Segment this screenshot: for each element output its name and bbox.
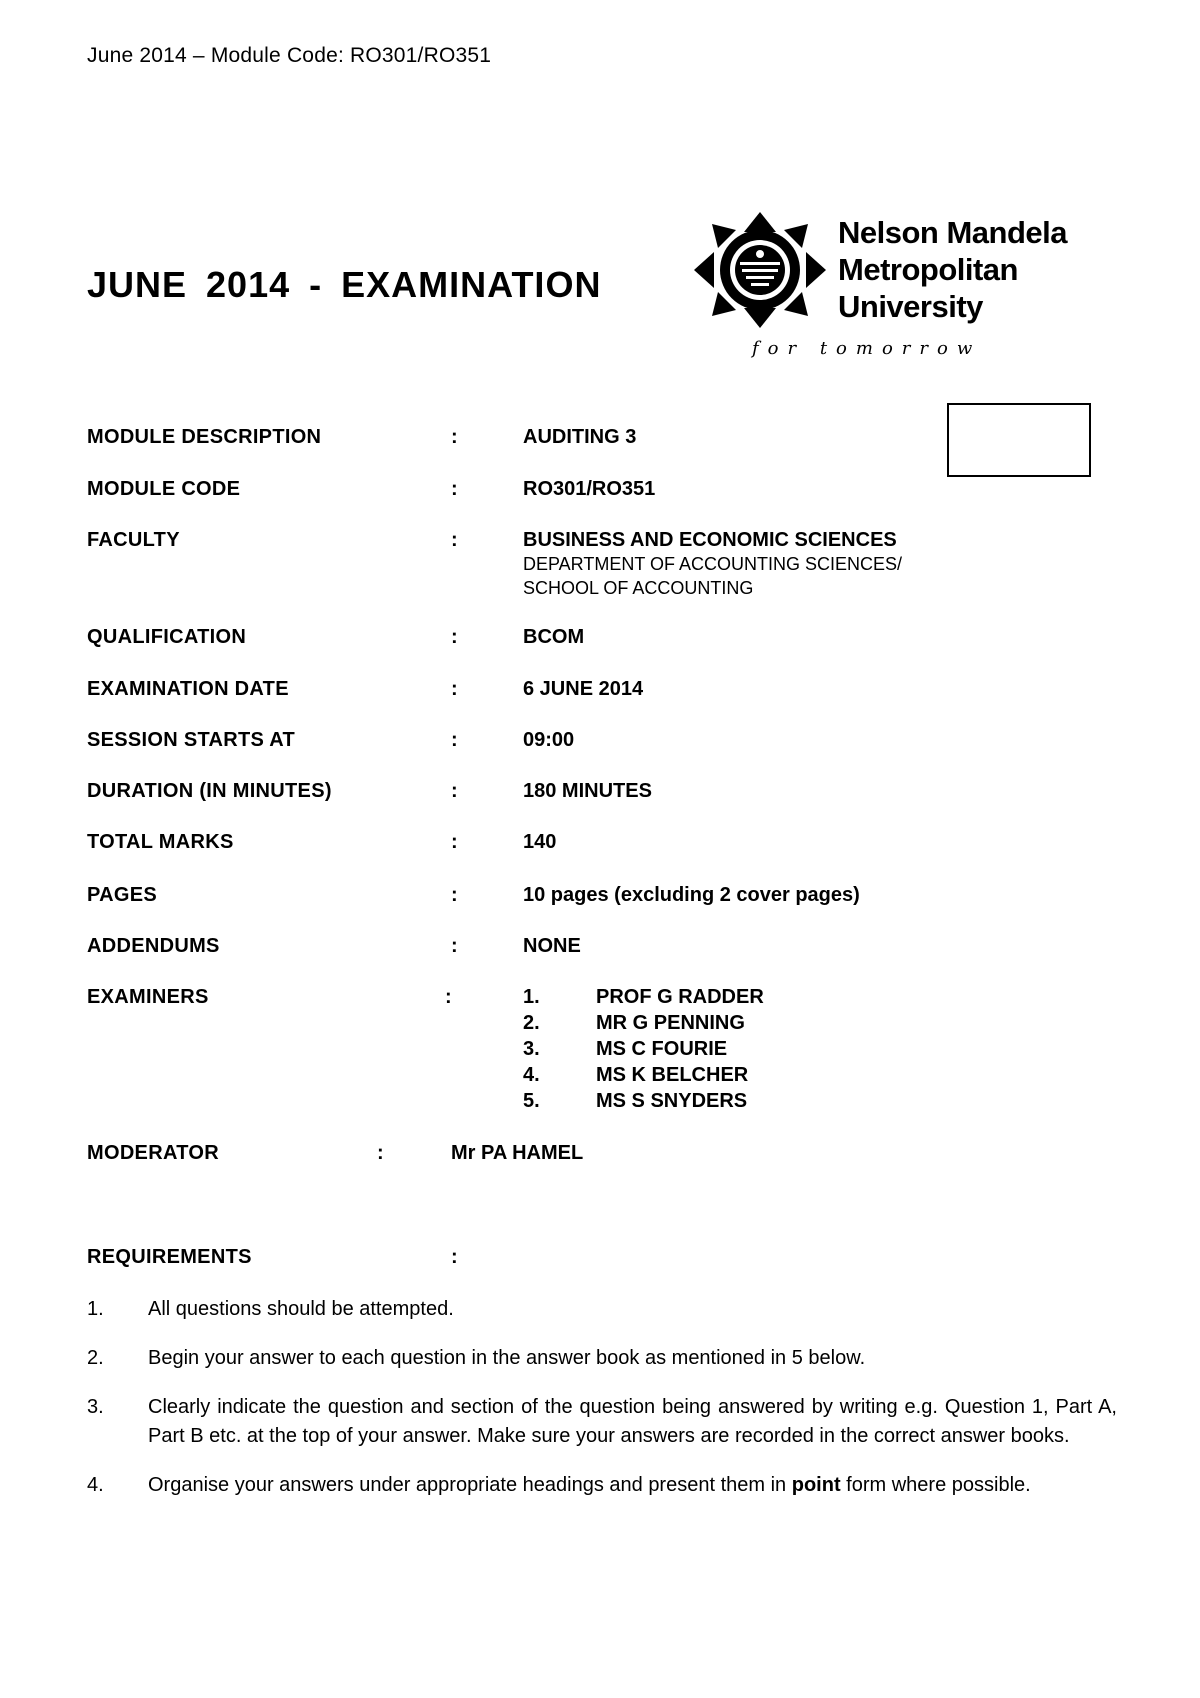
examiner-name: MS C FOURIE [596, 1038, 728, 1060]
examiner-name: PROF G RADDER [596, 986, 764, 1008]
examiner-name: MS K BELCHER [596, 1064, 749, 1086]
info-value: 6 JUNE 2014 [523, 678, 644, 700]
info-value: NONE [523, 935, 581, 957]
info-colon: : [451, 884, 458, 906]
info-label: ADDENDUMS [87, 935, 220, 957]
requirement-text-emphasis: point [791, 1474, 841, 1496]
running-header: June 2014 – Module Code: RO301/RO351 [87, 44, 492, 67]
list-item [87, 1393, 1117, 1451]
university-tagline: for tomorrow [752, 338, 982, 359]
exam-title: JUNE 2014 - EXAMINATION [87, 264, 602, 305]
requirement-text-part: Organise your answers under appropriate headings and present them in [148, 1474, 792, 1496]
info-label: QUALIFICATION [87, 626, 247, 648]
info-label: PAGES [87, 884, 158, 906]
university-logo [690, 210, 1090, 370]
examiner-number: 3. [523, 1038, 540, 1060]
info-label: MODULE CODE [87, 478, 241, 500]
info-colon: : [451, 1246, 458, 1268]
examiner-number: 5. [523, 1090, 540, 1112]
info-value: BCOM [523, 626, 585, 648]
info-value [523, 528, 902, 600]
requirement-number: 4. [87, 1474, 104, 1496]
department-name: DEPARTMENT OF ACCOUNTING SCIENCES/ [523, 554, 903, 574]
info-colon: : [445, 986, 452, 1008]
info-value: 10 pages (excluding 2 cover pages) [523, 884, 860, 906]
candidate-box [947, 403, 1091, 477]
examiner-number: 1. [523, 986, 540, 1008]
info-value: AUDITING 3 [523, 426, 637, 448]
info-label: MODULE DESCRIPTION [87, 426, 322, 448]
info-colon: : [451, 780, 458, 802]
info-label: TOTAL MARKS [87, 831, 234, 853]
list-item [87, 1295, 1117, 1324]
examiner-number: 4. [523, 1064, 540, 1086]
requirement-text: Begin your answer to each question in the answer book as mentioned in 5 below. [148, 1347, 866, 1369]
info-colon: : [451, 678, 458, 700]
info-label: MODERATOR [87, 1142, 219, 1164]
info-colon: : [451, 529, 458, 551]
requirement-text [148, 1474, 1031, 1496]
info-value: 180 MINUTES [523, 780, 652, 802]
info-colon: : [451, 426, 458, 448]
info-colon: : [451, 729, 458, 751]
requirement-text: All questions should be attempted. [148, 1298, 454, 1320]
info-label: FACULTY [87, 529, 180, 551]
requirement-number: 3. [87, 1396, 104, 1418]
university-name [838, 214, 1067, 325]
university-name-line3: University [838, 289, 983, 324]
examiner-name: MR G PENNING [596, 1012, 745, 1034]
requirement-text-part: form where possible. [840, 1474, 1031, 1496]
requirement-number: 1. [87, 1298, 104, 1320]
school-name: SCHOOL OF ACCOUNTING [523, 578, 754, 598]
info-value: 140 [523, 831, 557, 853]
info-colon: : [451, 935, 458, 957]
requirement-text: Clearly indicate the question and section of the question being answered by writing e.g. Question 1, Part A, Part B etc. at the top of your answer. Make sure your answers are recorded in the correct answer books. [148, 1396, 1117, 1447]
info-colon: : [451, 478, 458, 500]
info-value: Mr PA HAMEL [451, 1142, 584, 1164]
requirements-list [87, 1295, 1117, 1520]
examiner-number: 2. [523, 1012, 540, 1034]
info-colon: : [451, 626, 458, 648]
info-label: SESSION STARTS AT [87, 729, 296, 751]
info-value: RO301/RO351 [523, 478, 656, 500]
requirement-number: 2. [87, 1347, 104, 1369]
university-name-line2: Metropolitan [838, 252, 1018, 287]
info-label: EXAMINATION DATE [87, 678, 289, 700]
info-label: REQUIREMENTS [87, 1246, 252, 1268]
info-colon: : [451, 831, 458, 853]
faculty-name: BUSINESS AND ECONOMIC SCIENCES [523, 529, 897, 551]
info-value: 09:00 [523, 729, 575, 751]
examiner-name: MS S SNYDERS [596, 1090, 748, 1112]
list-item [87, 1344, 1117, 1373]
university-emblem-icon [690, 210, 830, 330]
info-label: EXAMINERS [87, 986, 209, 1008]
list-item [87, 1471, 1117, 1500]
university-name-line1: Nelson Mandela [838, 215, 1067, 250]
info-colon: : [377, 1142, 384, 1164]
info-label: DURATION (IN MINUTES) [87, 780, 332, 802]
